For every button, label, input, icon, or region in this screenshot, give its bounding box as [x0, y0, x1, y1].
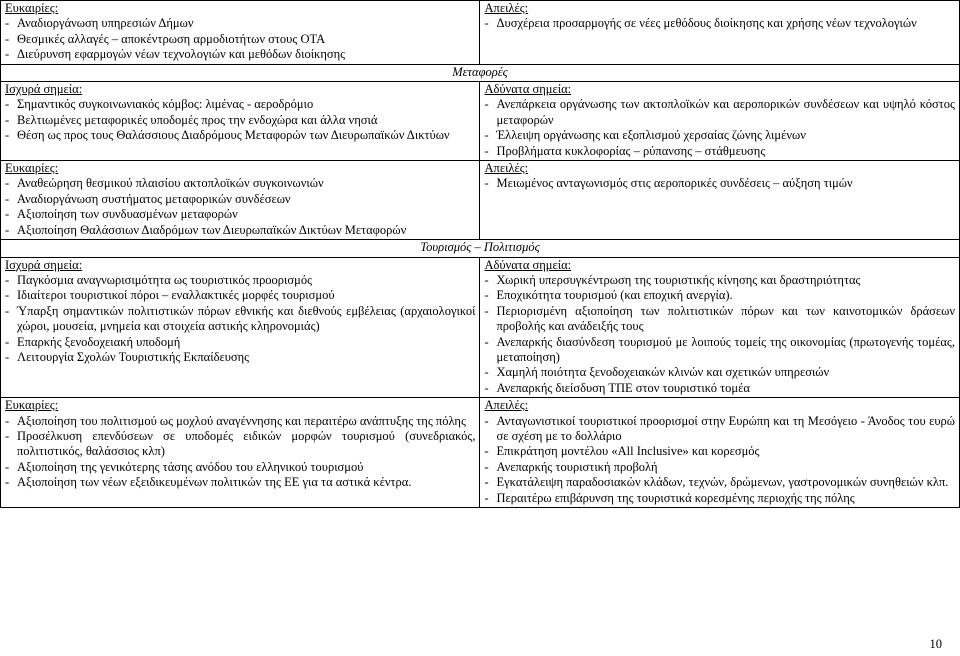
list-item-text: Θεσμικές αλλαγές – αποκέντρωση αρμοδιοτήτων στους ΟΤΑ: [17, 31, 326, 46]
list-item-text: Χωρική υπερσυγκέντρωση της τουριστικής κίνησης και δραστηριότητας: [496, 272, 861, 287]
list-item-text: Χαμηλή ποιότητα ξενοδοχειακών κλινών και σχετικών υπηρεσιών: [496, 365, 830, 380]
transport-section-title: Μεταφορές: [1, 64, 960, 81]
list-item: [5, 176, 475, 191]
section-header: Απειλές:: [484, 398, 529, 413]
bullet-dash: -: [5, 191, 10, 206]
bullet-dash: -: [5, 303, 10, 318]
bullet-dash: -: [5, 112, 10, 127]
list-item: [484, 16, 955, 31]
list-item-text: Έλλειψη οργάνωσης και εξοπλισμού χερσαίας ζώνης λιμένων: [496, 128, 806, 143]
table-row: [1, 257, 960, 398]
bullet-dash: -: [484, 143, 489, 158]
bullet-dash: -: [5, 288, 10, 303]
section-header: Απειλές:: [484, 1, 529, 15]
section-header: Απειλές:: [484, 161, 529, 176]
page-number: 10: [929, 637, 942, 651]
list-item-text: Θέση ως προς τους Θαλάσσιους Διαδρόμους Μεταφορών των Διευρωπαϊκών Δικτύων: [17, 128, 450, 143]
list-item: [484, 144, 955, 159]
transport-opportunities-cell: [1, 161, 480, 240]
bullet-dash: -: [484, 128, 489, 143]
list-item-text: Αναδιοργάνωση υπηρεσιών Δήμων: [17, 16, 194, 31]
bullet-dash: -: [5, 128, 10, 143]
section-header: Αδύνατα σημεία:: [484, 82, 572, 97]
section-title-row: [1, 64, 960, 81]
list-item: [5, 475, 475, 490]
list-item-text: Ιδιαίτεροι τουριστικοί πόροι – εναλλακτικές μορφές τουρισμού: [17, 288, 335, 303]
list-item-text: Ανεπάρκεια οργάνωσης των ακτοπλοϊκών και αεροπορικών συνδέσεων και υψηλό κόστος μεταφορών: [496, 97, 955, 127]
list-item-text: Σημαντικός συγκοινωνιακός κόμβος: λιμένας - αεροδρόμιο: [17, 97, 314, 112]
list-item: [5, 32, 475, 47]
bullet-dash: -: [5, 349, 10, 364]
bullet-dash: -: [5, 47, 10, 62]
list-item-text: Εγκατάλειψη παραδοσιακών κλάδων, τεχνών, δρώμενων, γαστρονομικών συνηθειών κλπ.: [496, 475, 949, 490]
list-item-text: Παγκόσμια αναγνωρισιμότητα ως τουριστικός προορισμός: [17, 272, 313, 287]
list-item-text: Ανεπαρκής τουριστική προβολή: [496, 459, 658, 474]
transport-weaknesses-cell: [480, 82, 960, 161]
bullet-dash: -: [484, 490, 489, 505]
bullet-dash: -: [5, 222, 10, 237]
bullet-dash: -: [5, 176, 10, 191]
list-item: [5, 207, 475, 222]
list-item: [484, 414, 955, 445]
list-item: [5, 335, 475, 350]
list-item-text: Περιορισμένη αξιοποίηση των πολιτιστικών πόρων και των καινοτομικών δράσεων προβολής και ανάδειξής τους: [496, 303, 955, 334]
section-header: Ισχυρά σημεία:: [5, 82, 83, 97]
list-item-text: Επικράτηση μοντέλου «All Inclusive» και κορεσμός: [496, 444, 760, 459]
bullet-dash: -: [5, 475, 10, 490]
list-item: [5, 16, 475, 31]
tourism-section-title: Τουρισμός – Πολιτισμός: [1, 240, 960, 257]
bullet-dash: -: [484, 16, 489, 31]
list-item-text: Αναθεώρηση θεσμικού πλαισίου ακτοπλοϊκών συγκοινωνιών: [17, 176, 324, 191]
list-item-text: Ανεπαρκής διείσδυση ΤΠΕ στον τουριστικό τομέα: [496, 380, 750, 395]
section-header: Ευκαιρίες:: [5, 1, 59, 15]
bullet-dash: -: [5, 459, 10, 474]
bullet-dash: -: [484, 303, 489, 318]
list-item: [5, 47, 475, 62]
list-item: [5, 350, 475, 365]
bullet-dash: -: [5, 334, 10, 349]
list-item: [5, 128, 475, 143]
list-item: [484, 288, 955, 303]
section-header: Ευκαιρίες:: [5, 398, 59, 413]
tourism-threats-cell: [480, 398, 960, 508]
list-item-text: Εποχικότητα τουρισμού (και εποχική ανεργία).: [496, 288, 733, 303]
bullet-dash: -: [484, 380, 489, 395]
table-row: [1, 398, 960, 508]
bullet-dash: -: [484, 288, 489, 303]
list-item: [484, 97, 955, 128]
list-item-text: Αναδιοργάνωση συστήματος μεταφορικών συνδέσεων: [17, 191, 291, 206]
list-item-text: Ύπαρξη σημαντικών πολιτιστικών πόρων εθνικής και διεθνούς εμβέλειας (αρχαιολογικοί χώροι, μουσεία, μνημεία και στοιχεία αστικής κληρονομιάς): [17, 303, 476, 334]
list-item: [5, 288, 475, 303]
list-item: [484, 365, 955, 380]
list-item-text: Αξιοποίηση του πολιτισμού ως μοχλού αναγέννησης και περαιτέρω ανάπτυξης της πόλης: [17, 413, 466, 428]
bullet-dash: -: [5, 413, 10, 428]
tourism-opportunities-cell: [1, 398, 480, 508]
list-item: [484, 128, 955, 143]
list-item-text: Περαιτέρω επιβάρυνση της τουριστικά κορεσμένης περιοχής της πόλης: [496, 490, 855, 505]
list-item: [5, 414, 475, 429]
list-item-text: Διεύρυνση εφαρμογών νέων τεχνολογιών και μεθόδων διοίκησης: [17, 47, 346, 62]
section-title-row: [1, 240, 960, 257]
list-item: [5, 192, 475, 207]
list-item-text: Ανεπαρκής διασύνδεση τουρισμού με λοιπούς τομείς της οικονομίας (πρωτογενής τομέας, μεταποίηση): [496, 334, 955, 364]
section-header: Αδύνατα σημεία:: [484, 257, 572, 272]
list-item: [484, 176, 955, 191]
list-item: [484, 475, 955, 490]
list-item: [484, 304, 955, 335]
tourism-strengths-cell: [1, 257, 480, 398]
list-item-text: Επαρκής ξενοδοχειακή υποδομή: [17, 334, 181, 349]
list-item: [5, 113, 475, 128]
bullet-dash: -: [5, 16, 10, 31]
bullet-dash: -: [484, 475, 489, 490]
list-item: [484, 491, 955, 506]
list-item: [5, 460, 475, 475]
transport-strengths-cell: [1, 82, 480, 161]
list-item: [484, 444, 955, 459]
list-item-text: Αξιοποίηση της γενικότερης τάσης ανόδου του ελληνικού τουρισμού: [17, 459, 364, 474]
list-item: [5, 223, 475, 238]
list-item-text: Λειτουργία Σχολών Τουριστικής Εκπαίδευσης: [17, 349, 250, 364]
bullet-dash: -: [484, 365, 489, 380]
list-item: [5, 429, 475, 460]
list-item-text: Αξιοποίηση Θαλάσσιων Διαδρόμων των Διευρωπαϊκών Δικτύων Μεταφορών: [17, 222, 407, 237]
bullet-dash: -: [484, 459, 489, 474]
list-item-text: Αξιοποίηση των συνδυασμένων μεταφορών: [17, 207, 238, 222]
list-item: [484, 273, 955, 288]
list-item-text: Ανταγωνιστικοί τουριστικοί προορισμοί στην Ευρώπη και τη Μεσόγειο - Άνοδος του ευρώ σε σχέση με το δολλάριο: [496, 413, 955, 443]
tourism-weaknesses-cell: [480, 257, 960, 398]
governance-threats-cell: [480, 1, 960, 65]
table-row: [1, 161, 960, 240]
bullet-dash: -: [5, 207, 10, 222]
table-row: [1, 82, 960, 161]
bullet-dash: -: [484, 176, 489, 191]
bullet-dash: -: [484, 334, 489, 349]
bullet-dash: -: [5, 272, 10, 287]
list-item: [484, 381, 955, 396]
list-item-text: Αξιοποίηση των νέων εξειδικευμένων πολιτικών της ΕΕ για τα αστικά κέντρα.: [17, 475, 412, 490]
bullet-dash: -: [484, 97, 489, 112]
bullet-dash: -: [484, 444, 489, 459]
governance-opportunities-cell: [1, 1, 480, 65]
list-item-text: Προβλήματα κυκλοφορίας – ρύπανσης – στάθμευσης: [496, 143, 766, 158]
list-item-text: Βελτιωμένες μεταφορικές υποδομές προς την ενδοχώρα και άλλα νησιά: [17, 112, 378, 127]
list-item: [5, 97, 475, 112]
list-item-text: Μειωμένος ανταγωνισμός στις αεροπορικές συνδέσεις – αύξηση τιμών: [496, 176, 853, 191]
bullet-dash: -: [484, 413, 489, 428]
bullet-dash: -: [5, 97, 10, 112]
list-item-text: Δυσχέρεια προσαρμογής σε νέες μεθόδους διοίκησης και χρήσης νέων τεχνολογιών: [496, 16, 917, 31]
bullet-dash: -: [5, 31, 10, 46]
list-item: [484, 460, 955, 475]
list-item: [5, 304, 475, 335]
list-item: [5, 273, 475, 288]
section-header: Ισχυρά σημεία:: [5, 257, 83, 272]
section-header: Ευκαιρίες:: [5, 161, 59, 176]
table-row: [1, 1, 960, 65]
transport-threats-cell: [480, 161, 960, 240]
bullet-dash: -: [5, 428, 10, 443]
list-item: [484, 335, 955, 366]
bullet-dash: -: [484, 272, 489, 287]
list-item-text: Προσέλκυση επενδύσεων σε υποδομές ειδικών μορφών τουρισμού (συνεδριακός, πολιτιστικός, θαλάσσιος κλπ): [17, 428, 476, 459]
